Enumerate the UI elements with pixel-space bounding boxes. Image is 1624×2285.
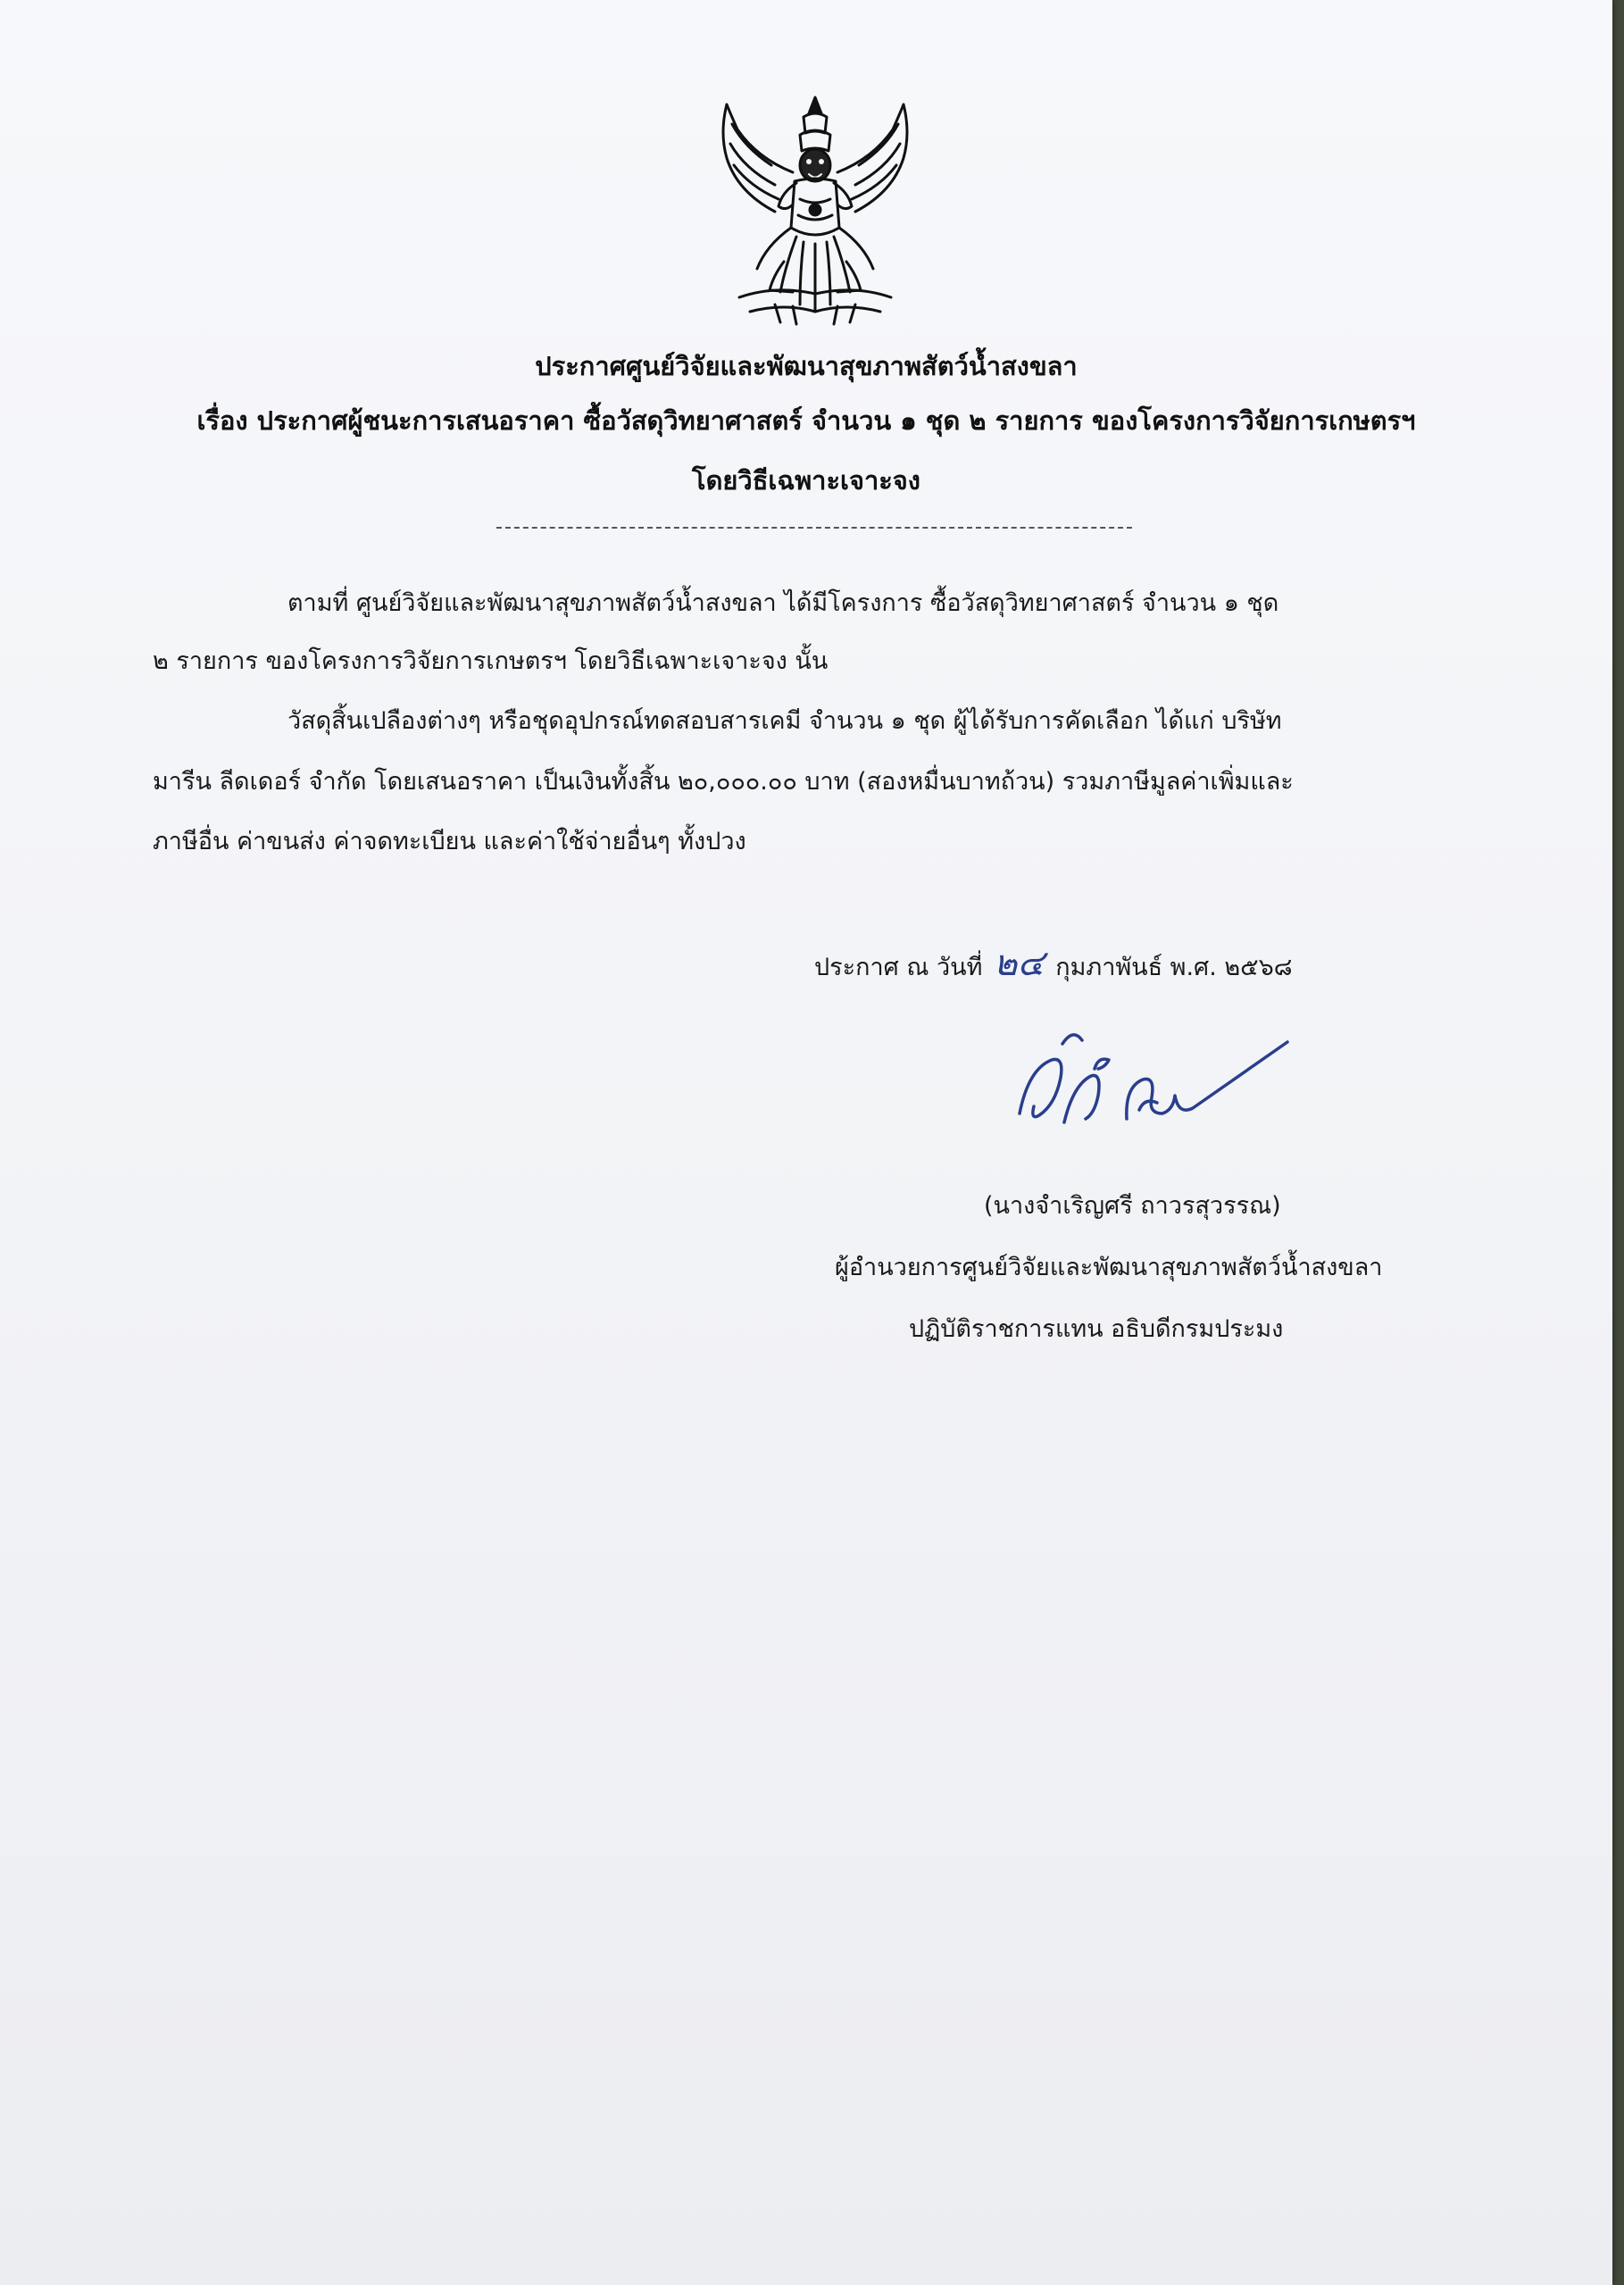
announcement-date xyxy=(814,934,1293,991)
handwritten-day: ๒๔ xyxy=(994,943,1045,984)
signer-acting-on-behalf: ปฏิบัติราชการแทน อธิบดีกรมประมง xyxy=(909,1315,1284,1343)
announcement-subject: เรื่อง ประกาศผู้ชนะการเสนอราคา ซื้อวัสดุวิทยาศาสตร์ จำนวน ๑ ชุด ๒ รายการ ของโครงการวิจัยการเกษตรฯ xyxy=(196,405,1416,436)
paragraph-1-line-2: ๒ รายการ ของโครงการวิจัยการเกษตรฯ โดยวิธีเฉพาะเจาะจง นั้น xyxy=(153,647,829,675)
announcement-title: ประกาศศูนย์วิจัยและพัฒนาสุขภาพสัตว์น้ำสงขลา xyxy=(535,351,1078,381)
date-suffix: กุมภาพันธ์ พ.ศ. ๒๕๖๘ xyxy=(1055,954,1293,981)
paragraph-2-line-2: มารีน ลีดเดอร์ จำกัด โดยเสนอราคา เป็นเงินทั้งสิ้น ๒๐,๐๐๐.๐๐ บาท (สองหมื่นบาทถ้วน) รวมภาษีมูลค่าเพิ่มและ xyxy=(153,768,1294,796)
signer-position: ผู้อำนวยการศูนย์วิจัยและพัฒนาสุขภาพสัตว์น้ำสงขลา xyxy=(835,1254,1383,1281)
garuda-emblem xyxy=(704,94,927,328)
paragraph-1-line-1: ตามที่ ศูนย์วิจัยและพัฒนาสุขภาพสัตว์น้ำสงขลา ได้มีโครงการ ซื้อวัสดุวิทยาศาสตร์ จำนวน ๑ ชุด xyxy=(287,589,1279,617)
paragraph-2-line-3: ภาษีอื่น ค่าขนส่ง ค่าจดทะเบียน และค่าใช้จ่ายอื่นๆ ทั้งปวง xyxy=(153,828,746,855)
paragraph-2-line-1: วัสดุสิ้นเปลืองต่างๆ หรือชุดอุปกรณ์ทดสอบสารเคมี จำนวน ๑ ชุด ผู้ได้รับการคัดเลือก ได้แก่ บริษัท xyxy=(287,707,1282,735)
signer-name: (นางจำเริญศรี ถาวรสุวรรณ) xyxy=(984,1192,1281,1220)
announcement-method: โดยวิธีเฉพาะเจาะจง xyxy=(692,465,920,496)
date-prefix: ประกาศ ณ วันที่ xyxy=(814,954,983,981)
handwritten-signature xyxy=(1009,1005,1303,1152)
divider-line xyxy=(496,527,1132,529)
